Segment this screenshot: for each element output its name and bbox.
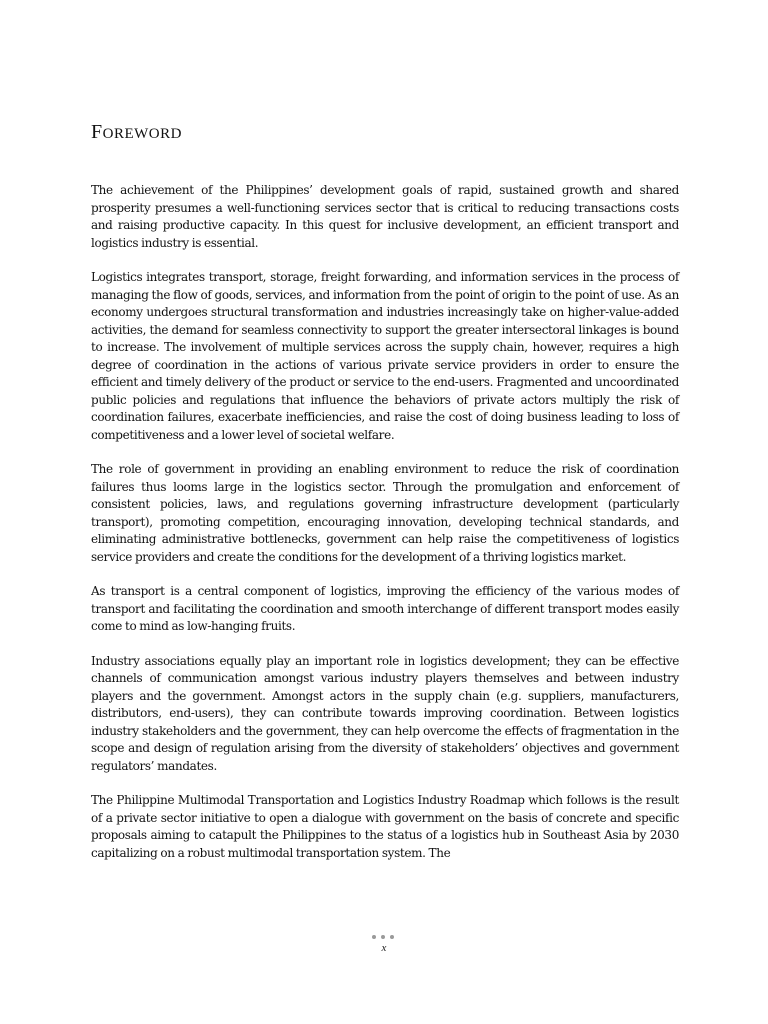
dot-icon <box>381 935 385 939</box>
body-text <box>91 182 679 879</box>
dot-icon <box>372 935 376 939</box>
dot-icon <box>390 935 394 939</box>
page-title-initial: F <box>91 121 103 143</box>
page-footer <box>0 935 768 954</box>
paragraph: The achievement of the Philippines’ development goals of rapid, sustained growth and shared prosperity presumes a well-functioning services sector that is critical to reducing transactions costs and raising productive capacity. In this quest for inclusive development, an efficient transport and logistics industry is essential. <box>91 183 679 250</box>
paragraph: The role of government in providing an enabling environment to reduce the risk of coordination failures thus looms large in the logistics sector. Through the promulgation and enforcement of consistent policies, laws, and regulations governing infrastructure development (particularly transport), promoting competition, encouraging innovation, developing technical standards, and eliminating administrative bottlenecks, government can help raise the competitiveness of logistics service providers and create the conditions for the development of a thriving logistics market. <box>91 462 679 564</box>
paragraph: As transport is a central component of logistics, improving the efficiency of the various modes of transport and facilitating the coordination and smooth interchange of different transport modes easily come to mind as low-hanging fruits. <box>91 584 679 633</box>
paragraph: Logistics integrates transport, storage, freight forwarding, and information services in the process of managing the flow of goods, services, and information from the point of origin to the point of use. As an economy undergoes structural transformation and industries increasingly take on higher-value-added activities, the demand for seamless connectivity to support the greater intersectoral linkages is bound to increase. The involvement of multiple services across the supply chain, however, requires a high degree of coordination in the actions of various private service providers in order to ensure the efficient and timely delivery of the product or service to the end-users. Fragmented and uncoordinated public policies and regulations that influence the behaviors of private actors multiply the risk of coordination failures, exacerbate inefficiencies, and raise the cost of doing business leading to loss of competitiveness and a lower level of societal welfare. <box>91 270 679 442</box>
paragraph: The Philippine Multimodal Transportation and Logistics Industry Roadmap which follows is the result of a private sector initiative to open a dialogue with government on the basis of concrete and specific proposals aiming to catapult the Philippines to the status of a logistics hub in Southeast Asia by 2030 capitalizing on a robust multimodal transportation system. The <box>91 793 679 860</box>
page-number: x <box>381 942 387 954</box>
page-title <box>91 121 182 144</box>
paragraph: Industry associations equally play an important role in logistics development; they can be effective channels of communication amongst various industry players themselves and between industry players and the government. Amongst actors in the supply chain (e.g. suppliers, manufacturers, distributors, end-users), they can contribute towards improving coordination. Between logistics industry stakeholders and the government, they can help overcome the effects of fragmentation in the scope and design of regulation arising from the diversity of stakeholders’ objectives and government regulators’ mandates. <box>91 653 679 773</box>
page-title-rest: OREWORD <box>102 126 182 142</box>
